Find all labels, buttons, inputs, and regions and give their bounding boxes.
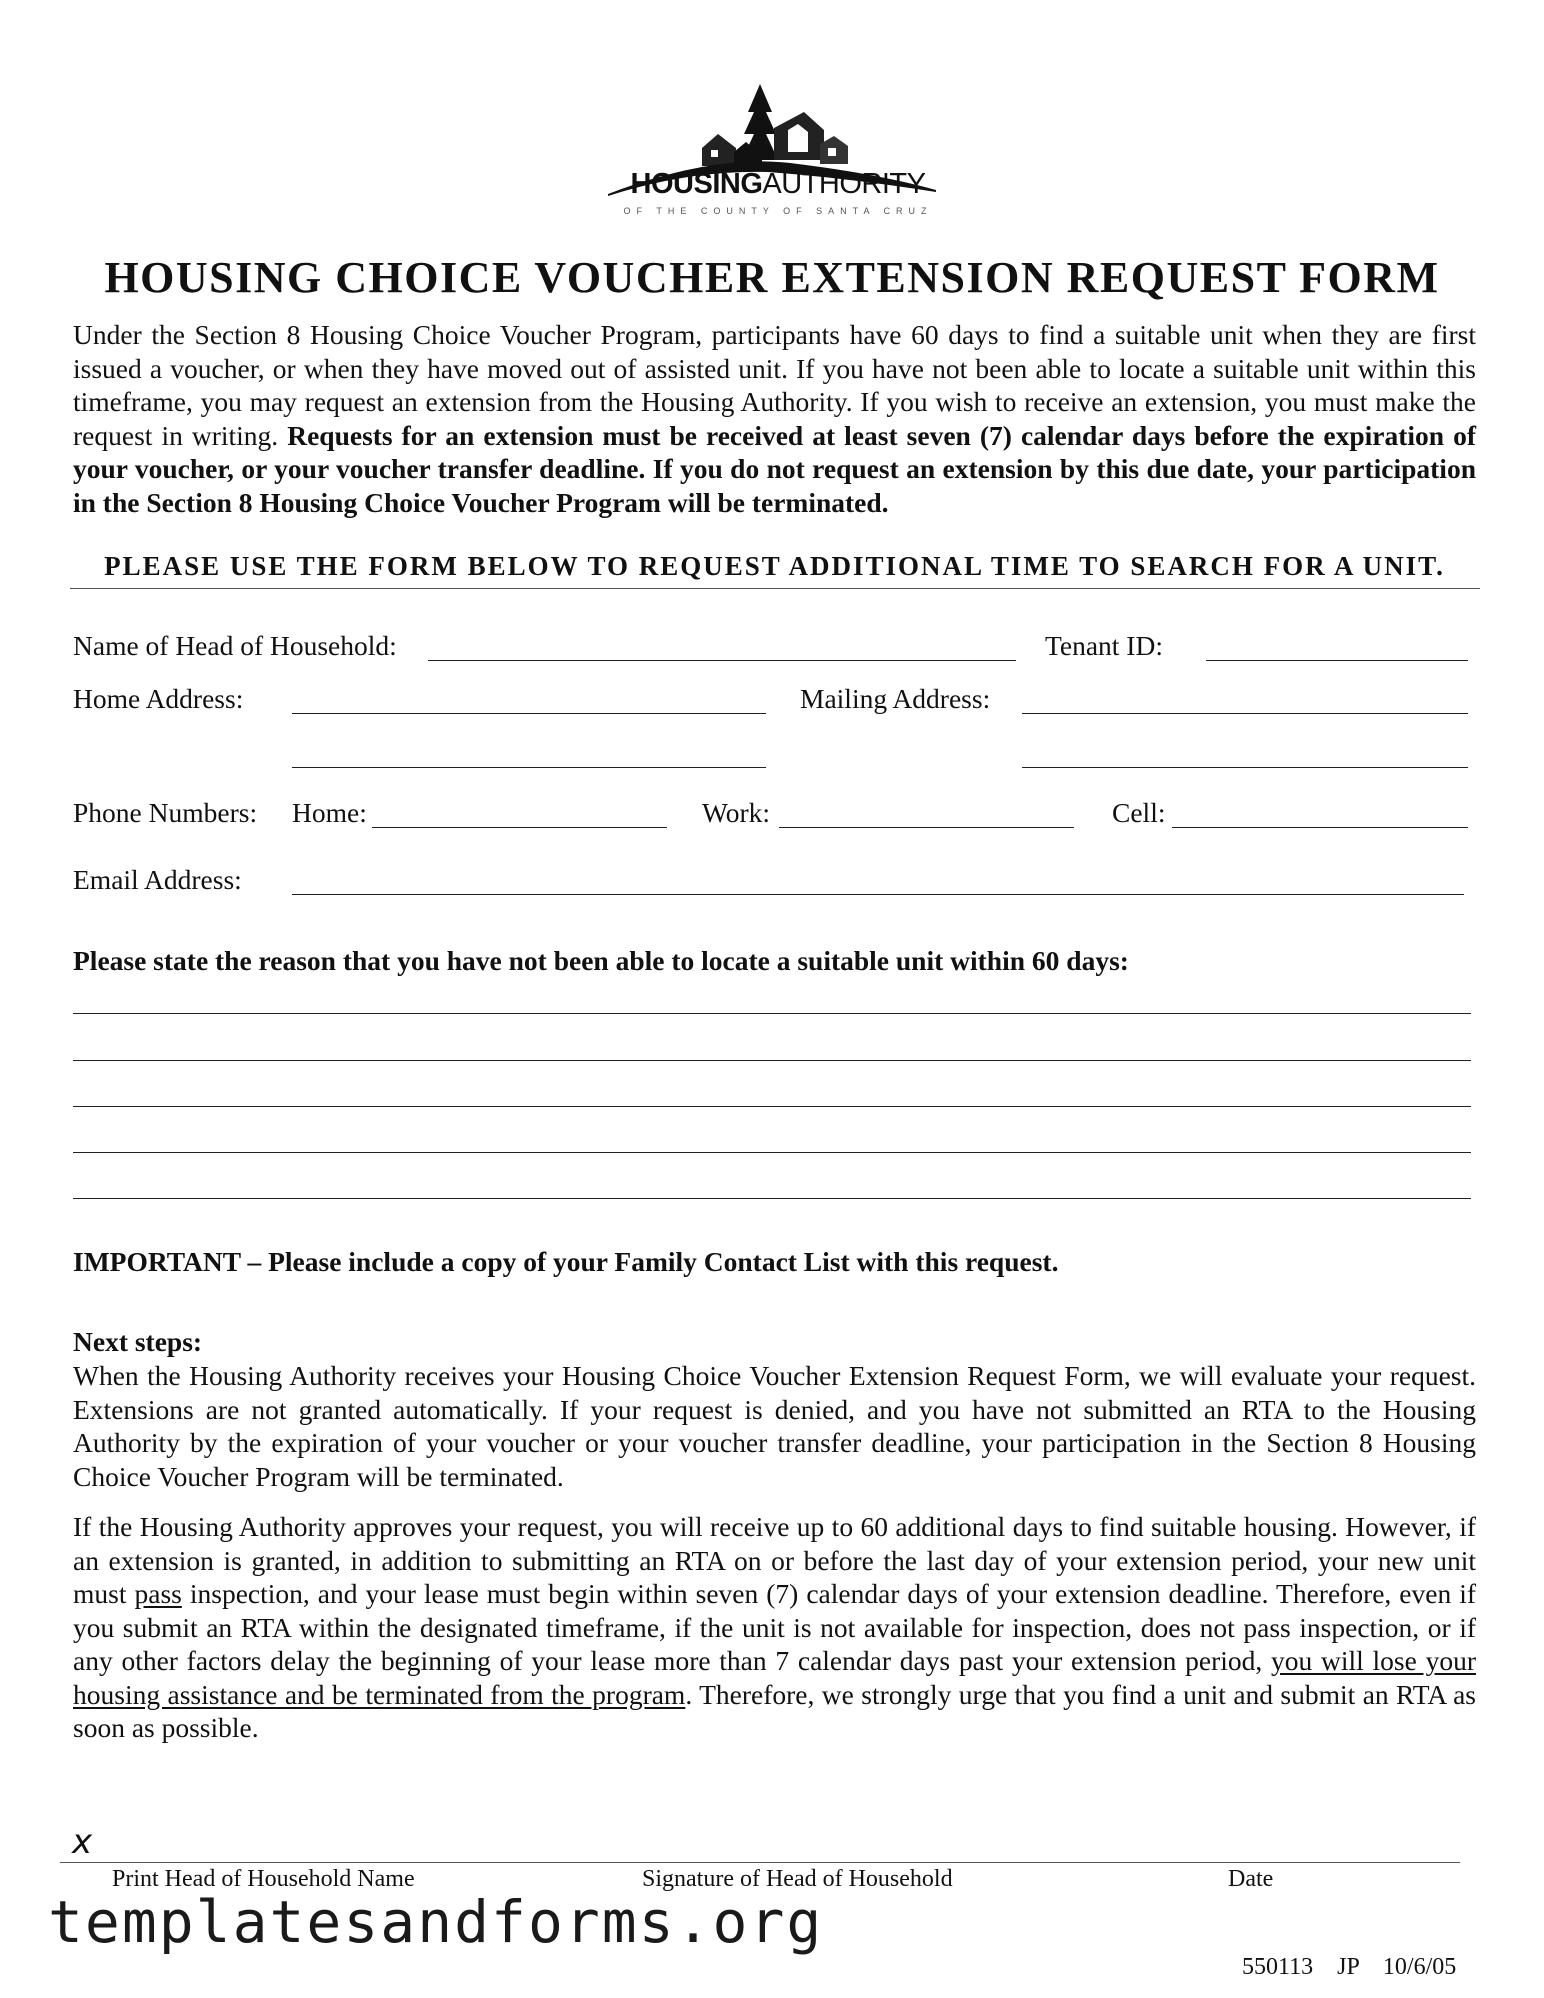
watermark: templatesandforms.org <box>48 1888 824 1956</box>
reason-label: Please state the reason that you have not been able to locate a suitable unit within 60 days: <box>73 945 1129 976</box>
next-steps-text-b: inspection, and your lease must begin within seven (7) calendar days of your extension deadline. Therefore, even if you submit an RTA within the designated timeframe, if the unit is not available for inspection, does not pass inspection, or if any other factors delay the beginning of your lease more than 7 calendar days past your extension period, <box>73 1578 1477 1676</box>
reason-line-4[interactable] <box>73 1152 1471 1153</box>
home-phone-label: Home: <box>292 797 367 828</box>
important-notice: IMPORTANT – Please include a copy of your Family Contact List with this request. <box>73 1246 1059 1277</box>
mailing-address-field-line1[interactable] <box>1022 713 1468 714</box>
next-steps-paragraph-1: When the Housing Authority receives your Housing Choice Voucher Extension Request Form, we will evaluate your request. Extensions are not granted automatically. If your request is denied, and you have not submitted an RTA to the Housing Authority by the expiration of your voucher or your voucher transfer deadline, your participation in the Section 8 Housing Choice Voucher Program will be terminated. <box>73 1360 1476 1492</box>
form-title: HOUSING CHOICE VOUCHER EXTENSION REQUEST FORM <box>104 253 1440 302</box>
home-address-label: Home Address: <box>73 683 244 714</box>
reason-line-3[interactable] <box>73 1106 1471 1107</box>
email-address-field[interactable] <box>292 894 1464 895</box>
instruction-heading: PLEASE USE THE FORM BELOW TO REQUEST ADDITIONAL TIME TO SEARCH FOR A UNIT. <box>104 551 1445 581</box>
pass-underlined: pass <box>134 1578 182 1609</box>
form-code: 550113 JP 10/6/05 <box>1242 1954 1457 1980</box>
print-name-label: Print Head of Household Name <box>112 1866 415 1892</box>
logo-subtitle: OF THE COUNTY OF SANTA CRUZ <box>623 206 933 216</box>
housing-authority-logo <box>598 82 946 232</box>
logo-wordmark: HOUSINGAUTHORITY <box>630 168 926 200</box>
reason-line-5[interactable] <box>73 1198 1471 1199</box>
cell-phone-label: Cell: <box>1112 797 1166 828</box>
home-phone-field[interactable] <box>372 827 667 828</box>
mailing-address-field-line2[interactable] <box>1022 767 1468 768</box>
next-steps-text-c: . Therefore, we strongly urge that you find a unit and submit an RTA as soon as possible. <box>73 1678 1476 1743</box>
divider <box>70 588 1480 589</box>
home-address-field-line1[interactable] <box>292 713 766 714</box>
head-of-household-label: Name of Head of Household: <box>73 630 397 661</box>
mailing-address-label: Mailing Address: <box>800 683 991 714</box>
tenant-id-label: Tenant ID: <box>1045 630 1163 661</box>
next-steps-heading: Next steps: <box>73 1326 203 1357</box>
lose-assistance-underlined: you will lose your housing assistance and be terminated from the program <box>73 1645 1476 1710</box>
work-phone-label: Work: <box>702 797 771 828</box>
intro-paragraph <box>73 318 1476 519</box>
phone-numbers-label: Phone Numbers: <box>73 797 258 828</box>
reason-line-1[interactable] <box>73 1013 1471 1014</box>
work-phone-field[interactable] <box>779 827 1074 828</box>
reason-line-2[interactable] <box>73 1060 1471 1061</box>
intro-text: Under the Section 8 Housing Choice Voucher Program, participants have 60 days to find a suitable unit when they are first issued a voucher, or when they have moved out of assisted unit. If you have not been able to locate a suitable unit within this timeframe, you may request an extension from the Housing Authority. If you wish to receive an extension, you must make the request in writing. <box>73 319 1476 451</box>
tenant-id-field[interactable] <box>1206 660 1468 661</box>
email-address-label: Email Address: <box>73 864 242 895</box>
signature-line[interactable] <box>60 1862 1460 1863</box>
date-label: Date <box>1228 1866 1274 1892</box>
signature-label: Signature of Head of Household <box>642 1866 953 1892</box>
home-address-field-line2[interactable] <box>292 767 766 768</box>
intro-deadline-text: Requests for an extension must be received at least seven (7) calendar days before the expiration of your voucher, or your voucher transfer deadline. If you do not request an extension by this due date, your participation in the Section 8 Housing Choice Voucher Program will be terminated. <box>73 419 1476 518</box>
cell-phone-field[interactable] <box>1172 827 1468 828</box>
next-steps-paragraph-2 <box>73 1510 1476 1745</box>
head-of-household-field[interactable] <box>428 660 1016 661</box>
next-steps-text-a: If the Housing Authority approves your request, you will receive up to 60 additional days to find suitable housing. However, if an extension is granted, in addition to submitting an RTA on or before the last day of your extension period, your new unit must <box>73 1511 1476 1609</box>
signature-x-mark: x <box>72 1822 93 1862</box>
